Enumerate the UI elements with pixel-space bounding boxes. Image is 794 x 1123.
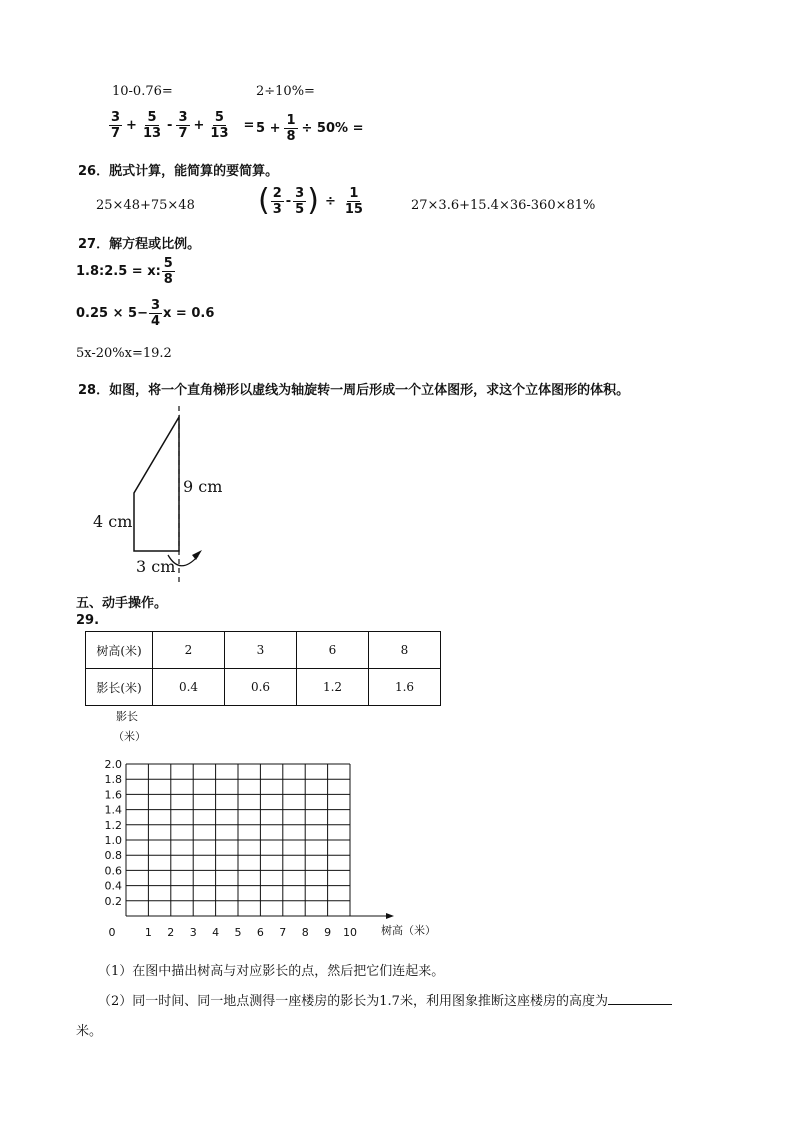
y-tick-label: 0.2: [104, 894, 122, 908]
x-axis-title: 树高（米）: [381, 924, 436, 937]
x-tick-label: 6: [256, 926, 264, 939]
x-tick-label: 2: [167, 926, 175, 939]
y-tick-label: 2.0: [104, 758, 122, 771]
q26-expr-c: 27×3.6+15.4×36-360×81%: [411, 198, 596, 213]
x-tick-label: 0: [108, 926, 116, 939]
table-row: [86, 669, 441, 706]
y-tick-label: 1.6: [104, 788, 122, 802]
q25-expr-3: $\frac{3}{7}$ + $\frac{5}{13}$ - $\frac{3}{7}$ + $\frac{5}{13}$ =: [111, 110, 255, 141]
q27-eq-2: 0.25 × 5− $\frac{3}{4}$ x = 0.6: [76, 298, 215, 329]
table-cell: 3: [225, 632, 297, 669]
fraction: $\frac{3}{7}$: [178, 110, 188, 141]
y-tick-label: 1.4: [104, 803, 122, 817]
table-cell: 2: [153, 632, 225, 669]
fraction: $\frac{1}{15}$: [344, 185, 363, 217]
y-tick-label: 1.0: [104, 834, 122, 847]
y-tick-label: 0.6: [104, 864, 122, 878]
q29-part1: （1）在图中描出树高与对应影长的点，然后把它们连起来。: [98, 964, 445, 979]
q29-part2-end: 米。: [76, 1024, 103, 1039]
q27-title: 27．解方程或比例。: [78, 237, 201, 252]
x-tick-label: 1: [144, 926, 152, 939]
table-cell: 1.2: [297, 669, 369, 706]
q26-title: 26．脱式计算，能简算的要简算。: [78, 164, 279, 179]
table-row: [86, 632, 441, 669]
x-tick-label: 7: [279, 926, 287, 939]
x-axis-arrow: [386, 913, 394, 919]
y-tick-label: 1.8: [104, 773, 122, 787]
x-tick-label: 8: [301, 926, 309, 939]
fraction: $\frac{5}{13}$: [210, 110, 229, 141]
fraction: $\frac{2}{3}$: [272, 185, 282, 217]
y-tick-label: 0.8: [104, 849, 122, 863]
x-tick-label: 4: [212, 926, 220, 939]
q26-expr-a: 25×48+75×48: [96, 198, 195, 213]
fraction: $\frac{3}{5}$: [295, 185, 305, 217]
table-cell: 8: [369, 632, 441, 669]
y-axis-title-2: （米）: [113, 730, 146, 743]
fraction: $\frac{3}{7}$: [111, 110, 121, 141]
x-tick-label: 9: [324, 926, 332, 939]
section-title: 五、动手操作。: [76, 596, 168, 611]
y-axis-title-1: 影长: [116, 710, 138, 723]
q29-part2: （2）同一时间、同一地点测得一座楼房的影长为1.7米，利用图象推断这座楼房的高度为: [98, 990, 672, 1009]
table-cell: 1.6: [369, 669, 441, 706]
table-cell: 0.4: [153, 669, 225, 706]
label-height: 9 cm: [183, 477, 223, 496]
data-table: [85, 631, 441, 706]
x-tick-label: 3: [189, 926, 197, 939]
q27-eq-3: 5x-20%x=19.2: [76, 346, 172, 361]
table-cell: 0.6: [225, 669, 297, 706]
q26-expr-b: ( $\frac{2}{3}$ - $\frac{3}{5}$ ) ÷ $\frac{1}{15}$: [258, 183, 363, 218]
q29-number: 29.: [76, 613, 100, 628]
right-trapezoid: [134, 417, 179, 551]
grid-graph: [98, 750, 398, 942]
label-bottom: 3 cm: [136, 557, 176, 576]
fraction: $\frac{5}{8}$: [163, 256, 173, 287]
arrow-head: [192, 550, 202, 560]
row-header: 影长(米): [86, 669, 153, 706]
fraction: $\frac{3}{4}$: [150, 298, 161, 329]
answer-blank[interactable]: [608, 992, 672, 1005]
x-tick-label: 10: [343, 926, 357, 939]
row-header: 树高(米): [86, 632, 153, 669]
fraction: $\frac{5}{13}$: [142, 110, 162, 141]
y-tick-label: 0.4: [104, 879, 122, 893]
q27-eq-1: 1.8:2.5 = x: $\frac{5}{8}$: [76, 256, 173, 287]
q25-expr-4: 5 + $\frac{1}{8}$ ÷ 50% =: [256, 113, 364, 144]
q28-title: 28．如图，将一个直角梯形以虚线为轴旋转一周后形成一个立体图形，求这个立体图形的体积。: [78, 383, 630, 398]
label-left: 4 cm: [93, 512, 133, 531]
q25-expr-1: 10-0.76=: [112, 84, 173, 99]
x-tick-label: 5: [234, 926, 242, 939]
y-tick-label: 1.2: [104, 818, 122, 832]
q25-expr-2: 2÷10%=: [256, 84, 315, 99]
table-cell: 6: [297, 632, 369, 669]
fraction: $\frac{1}{8}$: [286, 113, 296, 144]
